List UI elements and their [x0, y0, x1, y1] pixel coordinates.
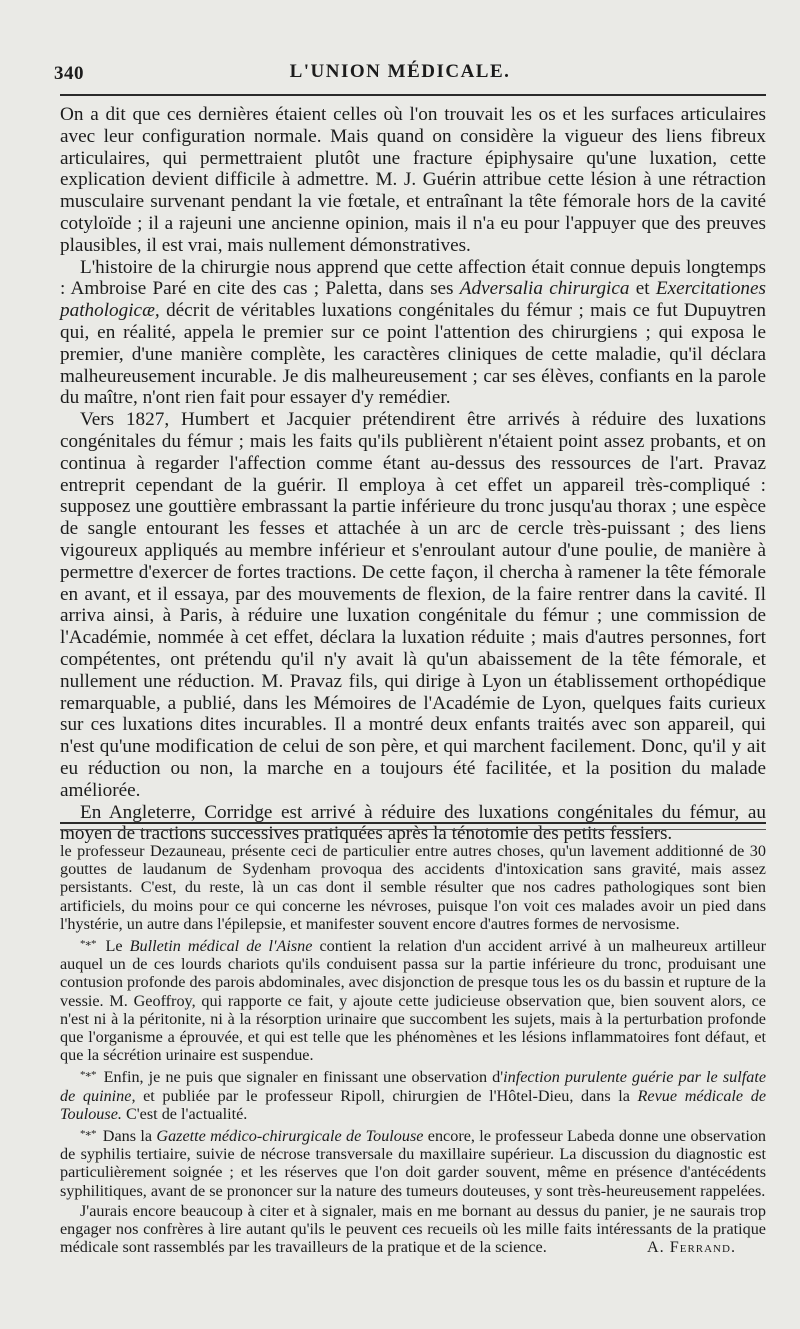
text-run: contient la relation d'un accident arrivé à un malheureux artilleur auquel un de ces lourds chariots qu'ils conduisent passa sur la partie inférieure du tronc, produisant une contusion profonde des parois abdominales, avec disjonction de presque tous les os du bassin et rupture de la vessie. M. Geoffroy, qui rapporte ce fait, y ajoute cette judicieuse observation que, bien souvent alors, ce n'est ni à la péritonite, ni à la résorption urinaire que succombent les sujets, mais à la perturbation profonde que l'organisme a éprouvée, et qui est telle que les phénomènes et les lésions inflammatoires font défaut, et que la sécrétion urinaire est suspendue. — [60, 937, 766, 1065]
italic-title: Adversalia chirurgica — [459, 278, 630, 300]
text-run: L'histoire de la chirurgie nous apprend que cette affection était connue depuis longtemps : Ambroise Paré en cite des cas ; Paletta, dans ses — [60, 256, 766, 300]
page-number: 340 — [54, 63, 84, 84]
text-run: C'est de l'actualité. — [121, 1104, 248, 1123]
text-run: J'aurais encore beaucoup à citer et à signaler, mais en me bornant au dessus du panier, je ne saurais trop engager nos confrères à lire autant qu'ils le peuvent ces recueils où les mille faits intéressants de la pratique médicale sont rassemblés par les travailleurs de la pratique et de la science. — [60, 1201, 766, 1257]
italic-title: Bulletin médical de l'Aisne — [129, 937, 313, 956]
text-run: décrit de véritables luxations congénitales du fémur ; mais ce fut Dupuytren qui, en réalité, appela le premier sur ce point l'attention des chirurgiens ; qui exposa le premier, d'une manière complète, les caractères cliniques de cette maladie, qu'il déclara malheureusement incurable. Je dis malheureusement ; car ses élèves, confiants en la parole du maître, n'ont rien fait pour essayer d'y remédier. — [60, 300, 766, 409]
text-run: Enfin, je ne puis que signaler en finissant une observation d' — [98, 1068, 504, 1087]
asterism-icon: *∗* — [80, 938, 96, 951]
page-header — [0, 55, 800, 89]
header-rule — [60, 94, 766, 96]
author-signature: A. Ferrand. — [646, 1238, 736, 1257]
asterism-icon: *∗* — [80, 1128, 96, 1141]
section-rule — [60, 822, 766, 830]
text-run: et publiée par le professeur Ripoll, chirurgien de l'Hôtel-Dieu, dans la — [135, 1086, 638, 1105]
note-paragraph — [60, 1066, 766, 1123]
note-paragraph — [60, 1202, 766, 1257]
paragraph — [60, 257, 766, 410]
paragraph: On a dit que ces dernières étaient celles où l'on trouvait les os et les surfaces articulaires avec leur configuration normale. Mais quand on considère la vigueur des liens fibreux articulaires, qui permettraient plutôt une fracture épiphysaire qu'une luxation, cette explication devient difficile à admettre. M. J. Guérin attribue cette lésion à une rétraction musculaire survenant pendant la vie fœtale, et entraînant la tête fémorale hors de la cavité cotyloïde ; il a rajeuni une ancienne opinion, mais il n'a eu pour l'appuyer que des preuves plausibles, il est vrai, mais nullement démonstratives. — [60, 104, 766, 256]
text-run: Le — [98, 937, 130, 956]
asterism-icon: *∗* — [80, 1069, 96, 1082]
italic-title: infection purulente guérie par le sulfate de quinine, — [60, 1068, 767, 1105]
paragraph: En Angleterre, Corridge est arrivé à réduire des luxations congénitales du fémur, au moyen de tractions successives pratiquées après la ténotomie des petits fessiers. — [60, 801, 766, 845]
text-run: Dans la — [98, 1127, 157, 1146]
note-paragraph — [60, 1125, 766, 1200]
journal-title: L'UNION MÉDICALE. — [289, 61, 511, 82]
text-run: et — [629, 278, 656, 300]
italic-title: Revue médicale de Toulouse. — [60, 1086, 767, 1123]
note-paragraph: le professeur Dezauneau, présente ceci de particulier entre autres choses, qu'un lavement additionné de 30 gouttes de laudanum de Sydenham provoqua des accidents d'intoxication sans gravité, mais assez persistants. C'est, du reste, là un cas dont il semble résulter que nos cadres pathologiques sont bien artificiels, du moins pour ce qui concerne les névroses, puisque l'on voit ces malades avoir un pied dans l'hystérie, un autre dans l'épilepsie, et manifester souvent encore d'autres formes de nervosisme. — [60, 842, 766, 933]
main-article — [60, 104, 766, 845]
feuilleton-notes — [60, 842, 766, 1258]
italic-title: Exercitationes pathologicæ, — [60, 278, 766, 322]
paragraph: Vers 1827, Humbert et Jacquier prétendirent être arrivés à réduire des luxations congénitales du fémur ; mais les faits qu'ils publièrent n'étaient point assez probants, et on continua à regarder l'affection comme étant au-dessus des ressources de l'art. Pravaz entreprit cependant de la guérir. Il employa à cet effet un appareil très-compliqué : supposez une gouttière embrassant la partie inférieure du tronc jusqu'au thorax ; une espèce de sangle entourant les fesses et attachée à un arc de cercle très-puissant ; des liens vigoureux appliqués au membre inférieur et s'enroulant autour d'une poulie, de manière à permettre d'exercer de fortes tractions. De cette façon, il chercha à ramener la tête fémorale en avant, et il essaya, par des mouvements de flexion, de la faire rentrer dans la cavité. Il arriva ainsi, à Paris, à réduire une luxation congénitale du fémur ; une commission de l'Académie, nommée à cet effet, déclara la luxation réduite ; mais d'autres personnes, fort compétentes, ont prétendu qu'il n'y avait là qu'un abaissement de la tête fémorale, et nullement une réduction. M. Pravaz fils, qui dirige à Lyon un établissement orthopédique remarquable, a publié, dans les Mémoires de l'Académie de Lyon, quelques faits curieux sur ces luxations dites incurables. Il a montré deux enfants traités avec son appareil, qui n'est qu'une modification de celui de son père, et qui marchent facilement. Donc, qu'il y ait eu réduction ou non, la marche en a toujours été facilitée, et la position du malade améliorée. — [60, 409, 766, 801]
italic-title: Gazette médico-chirurgicale de Toulouse — [156, 1127, 424, 1146]
text-run: encore, le professeur Labeda donne une observation de syphilis tertiaire, suivie de nécrose transversale du maxillaire supérieur. La discussion du diagnostic est particulièrement soignée ; et les réserves que l'on doit garder souvent, même en présence d'antécédents syphilitiques, avant de se prononcer sur la nature des tumeurs douteuses, y sont très-heureusement rappelées. — [60, 1127, 767, 1200]
note-paragraph — [60, 935, 766, 1064]
